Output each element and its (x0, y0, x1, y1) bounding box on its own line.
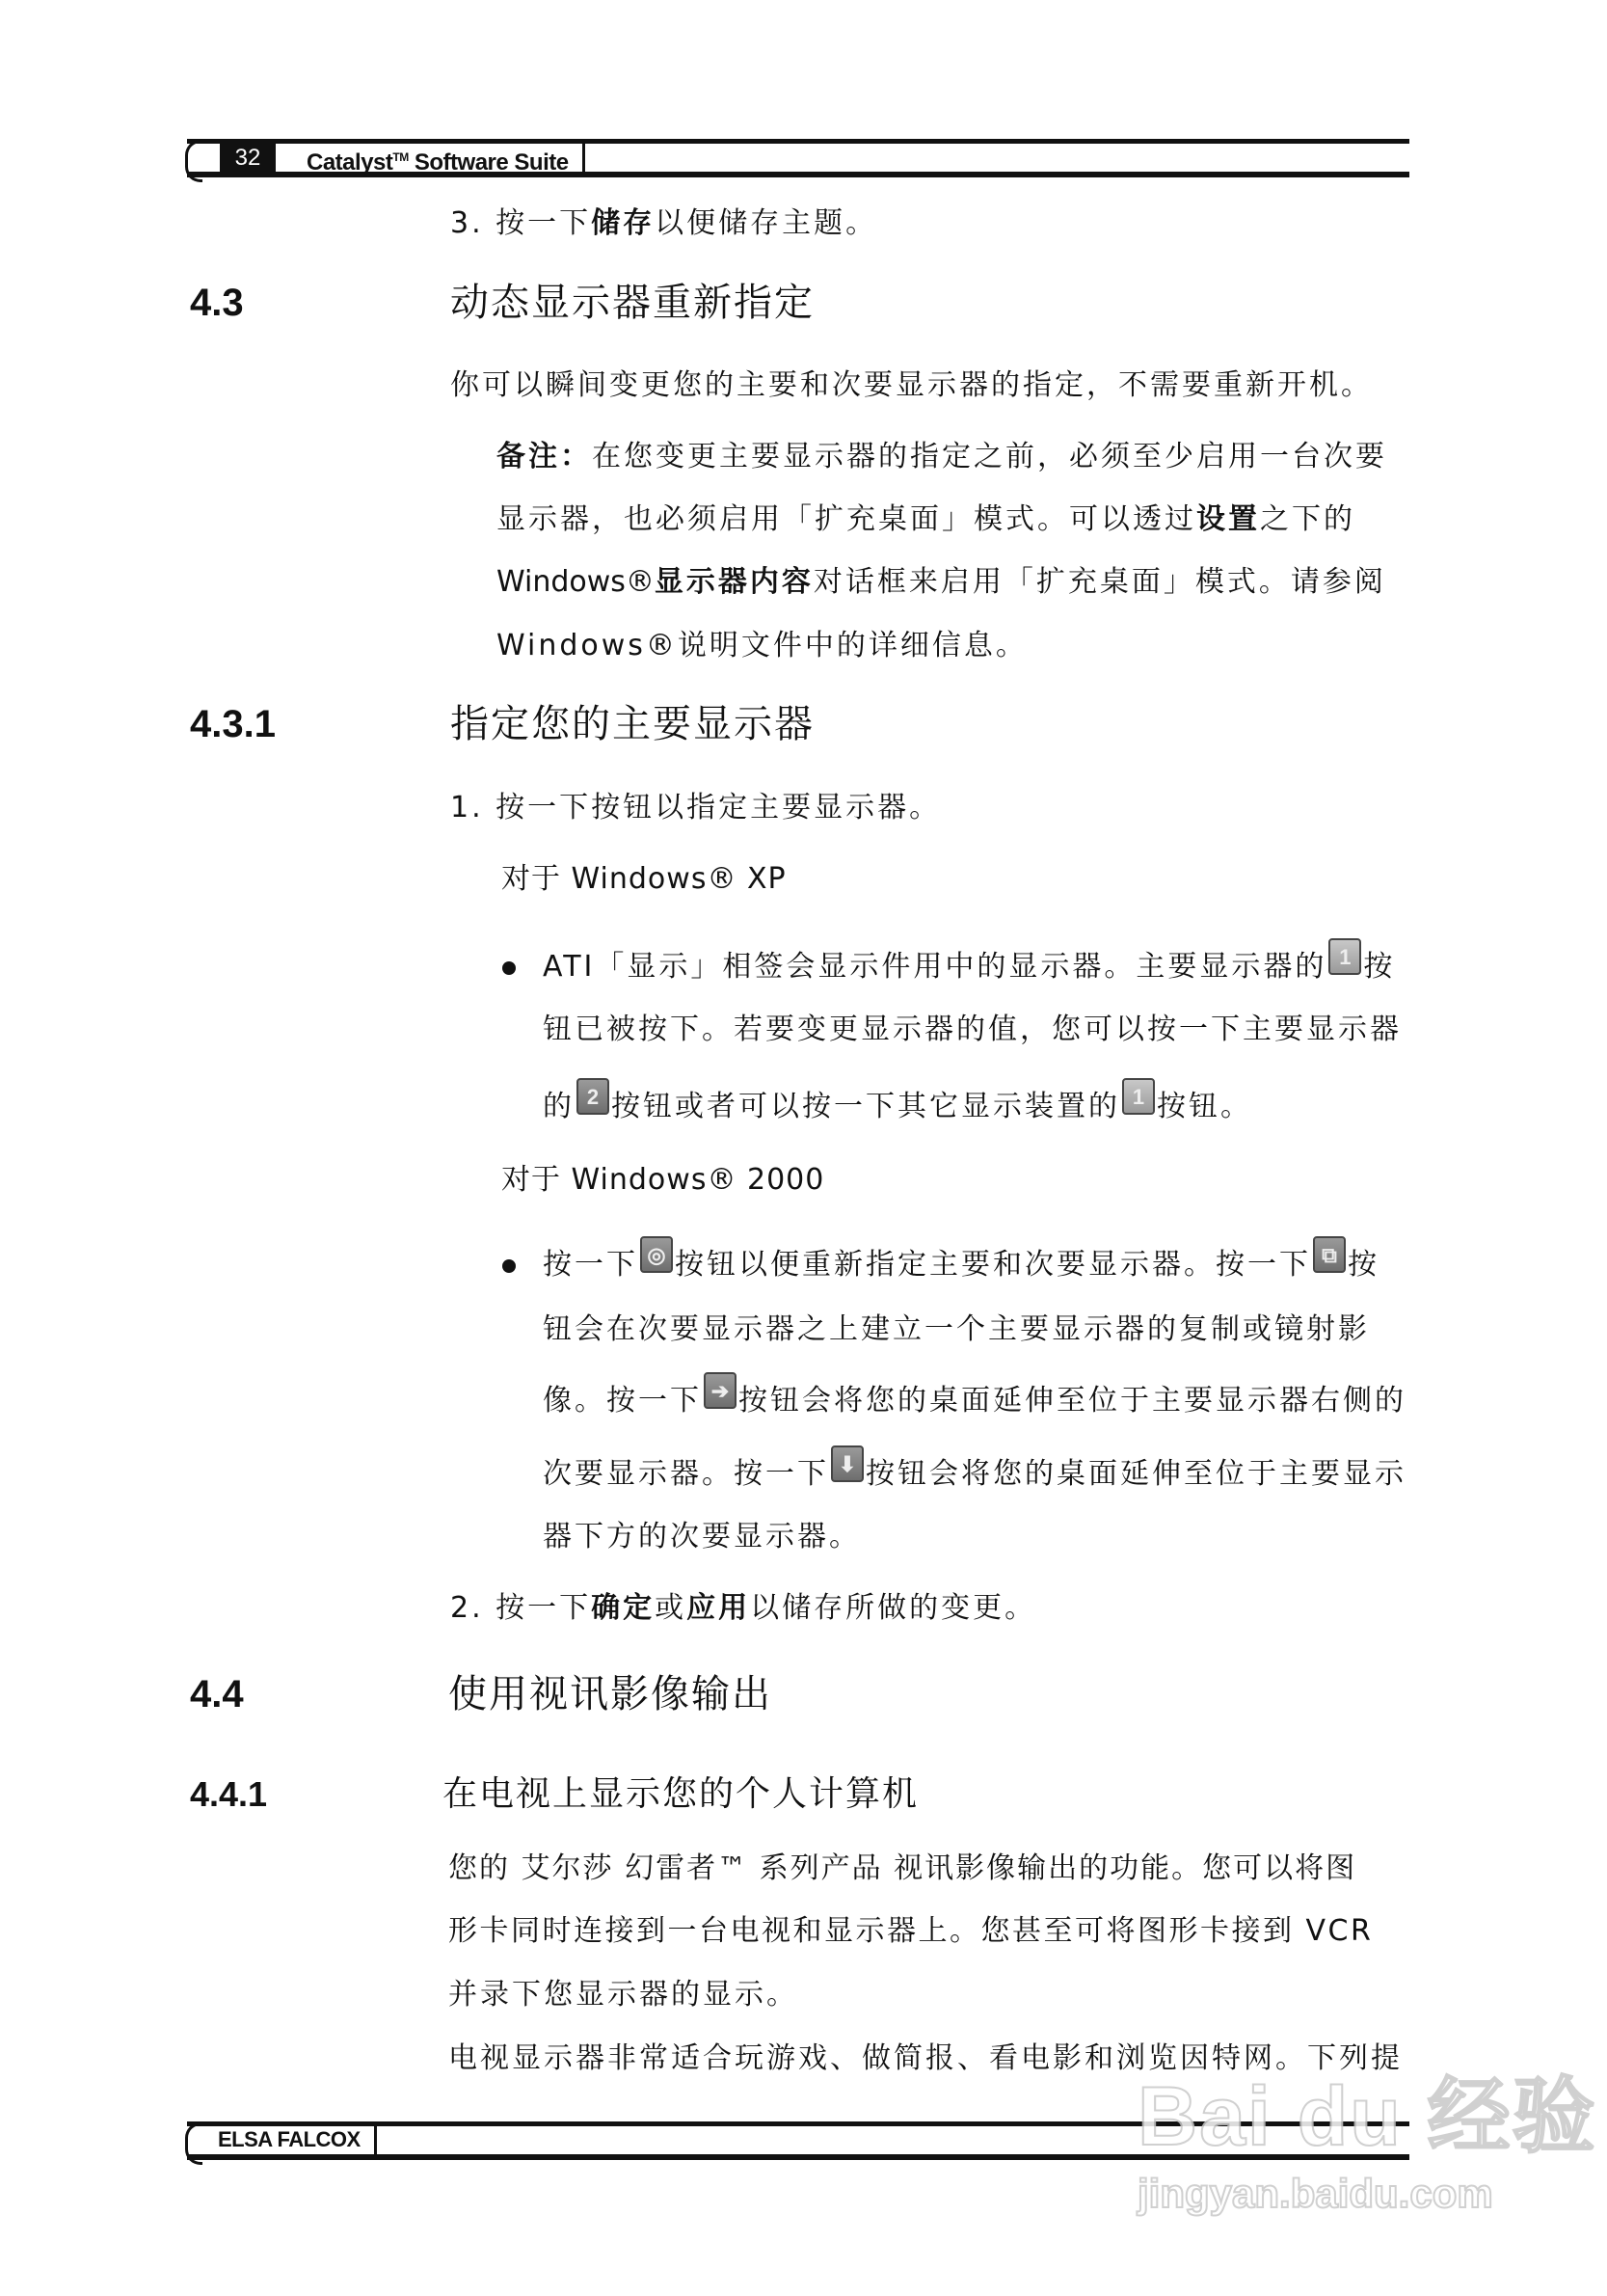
paragraph-line: 电视显示器非常适合玩游戏、做简报、看电影和浏览因特网。下列提 (448, 2041, 1403, 2075)
header-title-rest: Software Suite (408, 149, 569, 176)
header-title (293, 139, 585, 177)
paragraph-line: 并录下您显示器的显示。 (448, 1978, 798, 2012)
page-number: 32 (220, 139, 276, 177)
clone-icon: ⧉ (1313, 1236, 1346, 1273)
baidu-watermark (1138, 2070, 1597, 2218)
w2k-line: 次要显示器。按一下 ⬇ 按钮会将您的桌面延伸至位于主要显示 (543, 1455, 1406, 1494)
bullet (502, 961, 516, 975)
extend-down-icon: ⬇ (831, 1445, 864, 1482)
monitor-2-button-icon: 2 (576, 1078, 609, 1115)
section-title: 动态显示器重新指定 (450, 281, 815, 325)
step-1: 1. 按一下按钮以指定主要显示器。 (450, 791, 942, 824)
trademark: TM (392, 150, 409, 164)
page-header (187, 139, 1409, 177)
watermark-url: jingyan.baidu.com (1138, 2171, 1493, 2216)
section-number: 4.4.1 (190, 1774, 268, 1814)
header-cap (185, 140, 202, 182)
section-number: 4.3 (190, 282, 244, 324)
paragraph: 你可以瞬间变更您的主要和次要显示器的指定，不需要重新开机。 (450, 368, 1373, 402)
bullet (502, 1259, 516, 1273)
section-title: 指定您的主要显示器 (450, 702, 815, 746)
xp-line: 钮已被按下。若要变更显示器的值，您可以按一下主要显示器 (543, 1013, 1402, 1046)
step-3: 3. 按一下储存以便储存主题。 (450, 206, 878, 240)
section-number: 4.3.1 (190, 703, 276, 745)
monitor-1-button-icon: 1 (1328, 938, 1361, 975)
save-label: 储存 (591, 206, 656, 240)
swap-icon: ◎ (640, 1236, 673, 1273)
note-line: Windows®显示器内容对话框来启用「扩充桌面」模式。请参阅 (496, 565, 1386, 599)
footer-title: ELSA FALCOX (204, 2121, 377, 2160)
w2k-line: 钮会在次要显示器之上建立一个主要显示器的复制或镜射影 (543, 1312, 1370, 1346)
w2k-line: 像。按一下 ➔ 按钮会将您的桌面延伸至位于主要显示器右侧的 (543, 1382, 1406, 1420)
paragraph-line: 您的 艾尔莎 幻雷者™ 系列产品 视讯影像输出的功能。您可以将图 (448, 1851, 1357, 1885)
xp-line: ATI「显示」相签会显示件用中的显示器。主要显示器的 1 按 (543, 948, 1395, 986)
paragraph-line: 形卡同时连接到一台电视和显示器上。您甚至可将图形卡接到 VCR (448, 1914, 1374, 1948)
note-line: 备注：在您变更主要显示器的指定之前，必须至少启用一台次要 (496, 440, 1387, 473)
w2k-line: 器下方的次要显示器。 (543, 1520, 861, 1553)
section-number: 4.4 (190, 1673, 244, 1715)
watermark-brand: Bai du 经验 (1138, 2070, 1597, 2163)
header-title-text: Catalyst (307, 149, 393, 176)
w2k-line: 按一下 ◎ 按钮以便重新指定主要和次要显示器。按一下 ⧉ 按 (543, 1246, 1379, 1284)
monitor-1-button-icon: 1 (1122, 1078, 1155, 1115)
extend-right-icon: ➔ (704, 1372, 737, 1409)
section-title: 使用视讯影像输出 (448, 1672, 772, 1716)
note-line: 显示器，也必须启用「扩充桌面」模式。可以透过设置之下的 (496, 502, 1355, 536)
windows-xp-label: 对于 Windows® XP (501, 862, 787, 896)
section-title: 在电视上显示您的个人计算机 (442, 1774, 920, 1814)
footer-cap (185, 2122, 202, 2165)
xp-line: 的 2 按钮或者可以按一下其它显示装置的 1 按钮。 (543, 1088, 1252, 1126)
step-2: 2. 按一下确定或应用以储存所做的变更。 (450, 1591, 1037, 1625)
note-line: Windows®说明文件中的详细信息。 (496, 629, 1028, 662)
windows-2000-label: 对于 Windows® 2000 (501, 1163, 825, 1197)
